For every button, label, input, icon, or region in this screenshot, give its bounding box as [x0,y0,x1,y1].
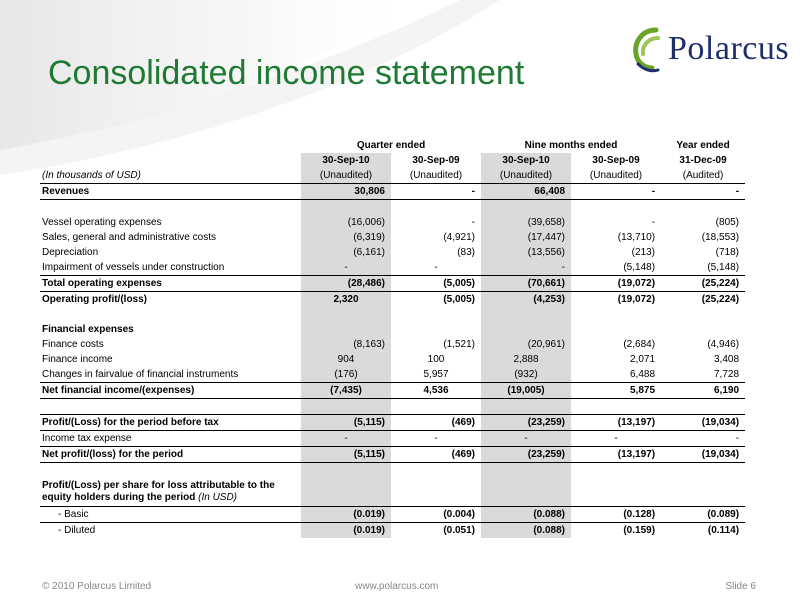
value-cell: (0.128) [623,509,656,520]
value-cell: (23,259) [481,447,571,463]
value-cell: - [661,431,745,447]
value-cell: - [571,184,661,200]
row-label: Depreciation [42,247,99,258]
table-row [40,367,745,383]
spacer-row [40,399,745,415]
table-row [40,245,745,260]
value-cell: (176) [301,367,391,383]
eps-header-label: Profit/(Loss) per share for loss attributable to the equity holders during the period [42,480,275,503]
value-cell: - [391,260,481,276]
row-label: Finance income [42,354,113,365]
value-cell: (83) [457,247,476,258]
value-cell: (25,224) [661,276,745,292]
value-cell: (28,486) [301,276,391,292]
value-cell: (4,253) [481,292,571,308]
value-cell: (2,684) [623,339,656,350]
row-label: - Basic [58,509,89,520]
value-cell: - [481,260,571,276]
value-cell: (0.088) [481,523,571,539]
value-cell: (25,224) [701,294,740,305]
spacer-row [40,200,745,216]
value-cell: (13,556) [481,245,571,260]
row-label: Finance costs [42,339,104,350]
value-cell: 100 [427,354,445,365]
row-label: Changes in fairvalue of financial instruments [40,367,301,383]
row-label: Net profit/(loss) for the period [40,447,301,463]
date-cell: 30-Sep-10 [301,153,391,168]
value-cell: (5,115) [301,415,391,431]
table-row [40,447,745,463]
value-cell: - [651,217,656,228]
eps-unit-label: (In USD) [198,492,238,503]
value-cell: 6,190 [661,383,745,399]
value-cell: - [471,217,476,228]
row-label: Profit/(Loss) for the period before tax [40,415,301,431]
value-cell: (0.051) [391,523,481,539]
units-label: (In thousands of USD) [40,168,301,184]
spacer-row [40,307,745,322]
group-header-row [40,138,745,153]
spacer-row [40,463,745,479]
value-cell: (8,163) [301,337,391,352]
audit-cell: (Unaudited) [481,168,571,184]
row-label: Sales, general and administrative costs [42,232,216,243]
polarcus-logo [628,20,790,80]
audit-cell: (Unaudited) [391,168,481,184]
value-cell: - [571,431,661,447]
table-row [40,276,745,292]
date-cell: 30-Sep-10 [481,153,571,168]
value-cell: (23,259) [481,415,571,431]
row-label: Vessel operating expenses [42,217,162,228]
table-row [40,352,745,367]
value-cell: (70,661) [481,276,571,292]
value-cell: (469) [391,447,481,463]
value-cell: (6,161) [301,245,391,260]
date-cell: 31-Dec-09 [679,155,727,166]
value-cell: 2,320 [301,292,391,308]
value-cell: (0.088) [481,507,571,523]
value-cell: 3,408 [714,354,740,365]
table-row [40,383,745,399]
value-cell: - [481,431,571,447]
value-cell: 66,408 [481,184,571,200]
value-cell: (4,946) [707,339,740,350]
value-cell: (718) [715,247,740,258]
section-header-row [40,322,745,337]
table-row [40,337,745,352]
value-cell: (469) [391,415,481,431]
value-cell: (20,961) [481,337,571,352]
row-label: Financial expenses [42,324,134,335]
value-cell: - [301,431,391,447]
value-cell: 5,875 [571,383,661,399]
date-header-row [40,153,745,168]
row-label: Impairment of vessels under construction [40,260,301,276]
polarcus-swirl-icon [628,24,668,74]
value-cell: 5,957 [391,367,481,383]
row-label: Net financial income/(expenses) [40,383,301,399]
value-cell: (19,034) [661,415,745,431]
value-cell: (5,148) [661,260,745,276]
row-label: - Diluted [40,523,301,539]
value-cell: - [301,260,391,276]
value-cell: (1,521) [443,339,476,350]
table-row [40,230,745,245]
value-cell: 30,806 [301,184,391,200]
row-label [40,478,301,507]
value-cell: (19,005) [481,383,571,399]
value-cell: - [391,431,481,447]
row-label: Revenues [40,184,301,200]
value-cell: (7,435) [301,383,391,399]
value-cell: (6,319) [301,230,391,245]
row-label: Operating profit/(loss) [42,294,147,305]
value-cell: 2,071 [630,354,656,365]
group-header-quarter: Quarter ended [356,140,426,151]
table-row [40,184,745,200]
value-cell: (16,006) [301,215,391,230]
footer-slide-number: Slide 6 [725,581,756,592]
table-row [40,292,745,308]
page-title: Consolidated income statement [48,54,525,92]
value-cell: (0.089) [707,509,740,520]
value-cell: (13,197) [571,415,661,431]
value-cell: (5,148) [571,260,661,276]
date-cell: 30-Sep-09 [412,155,460,166]
value-cell: 6,488 [571,367,661,383]
value-cell: (13,710) [617,232,656,243]
value-cell: (0.159) [571,523,661,539]
table-row [40,523,745,539]
value-cell: (0.019) [301,523,391,539]
value-cell: - [391,184,481,200]
income-statement-table [40,138,745,538]
group-header-year: Year ended [676,140,730,151]
value-cell: (805) [715,217,740,228]
value-cell: (17,447) [481,230,571,245]
value-cell: 4,536 [391,383,481,399]
value-cell: (0.114) [661,523,745,539]
value-cell: - [661,184,745,200]
value-cell: (19,034) [661,447,745,463]
group-header-nine-months: Nine months ended [524,140,618,151]
value-cell: (0.004) [443,509,476,520]
table-row [40,415,745,431]
value-cell: (0.019) [301,507,391,523]
audit-cell: (Unaudited) [571,168,661,184]
value-cell: (19,072) [571,276,661,292]
footer-website[interactable]: www.polarcus.com [355,581,439,592]
row-label: Income tax expense [40,431,301,447]
logo-text: Polarcus [668,30,790,67]
value-cell: 2,888 [481,352,571,367]
value-cell: 904 [301,352,391,367]
audit-cell: (Unaudited) [301,168,391,184]
value-cell: (18,553) [701,232,740,243]
value-cell: (5,115) [301,447,391,463]
value-cell: (5,005) [391,276,481,292]
value-cell: (13,197) [571,447,661,463]
table-row [40,507,745,523]
value-cell: (932) [481,367,571,383]
value-cell: (39,658) [481,215,571,230]
value-cell: 7,728 [661,367,745,383]
footer-copyright: © 2010 Polarcus Limited [42,581,152,592]
audit-header-row [40,168,745,184]
value-cell: (4,921) [443,232,476,243]
row-label: Total operating expenses [40,276,301,292]
table-row [40,215,745,230]
date-cell: 30-Sep-09 [592,155,640,166]
eps-header-row [40,478,745,507]
audit-cell: (Audited) [661,168,745,184]
table-row [40,431,745,447]
value-cell: (5,005) [443,294,476,305]
value-cell: (213) [631,247,656,258]
value-cell: (19,072) [617,294,656,305]
table-row [40,260,745,276]
